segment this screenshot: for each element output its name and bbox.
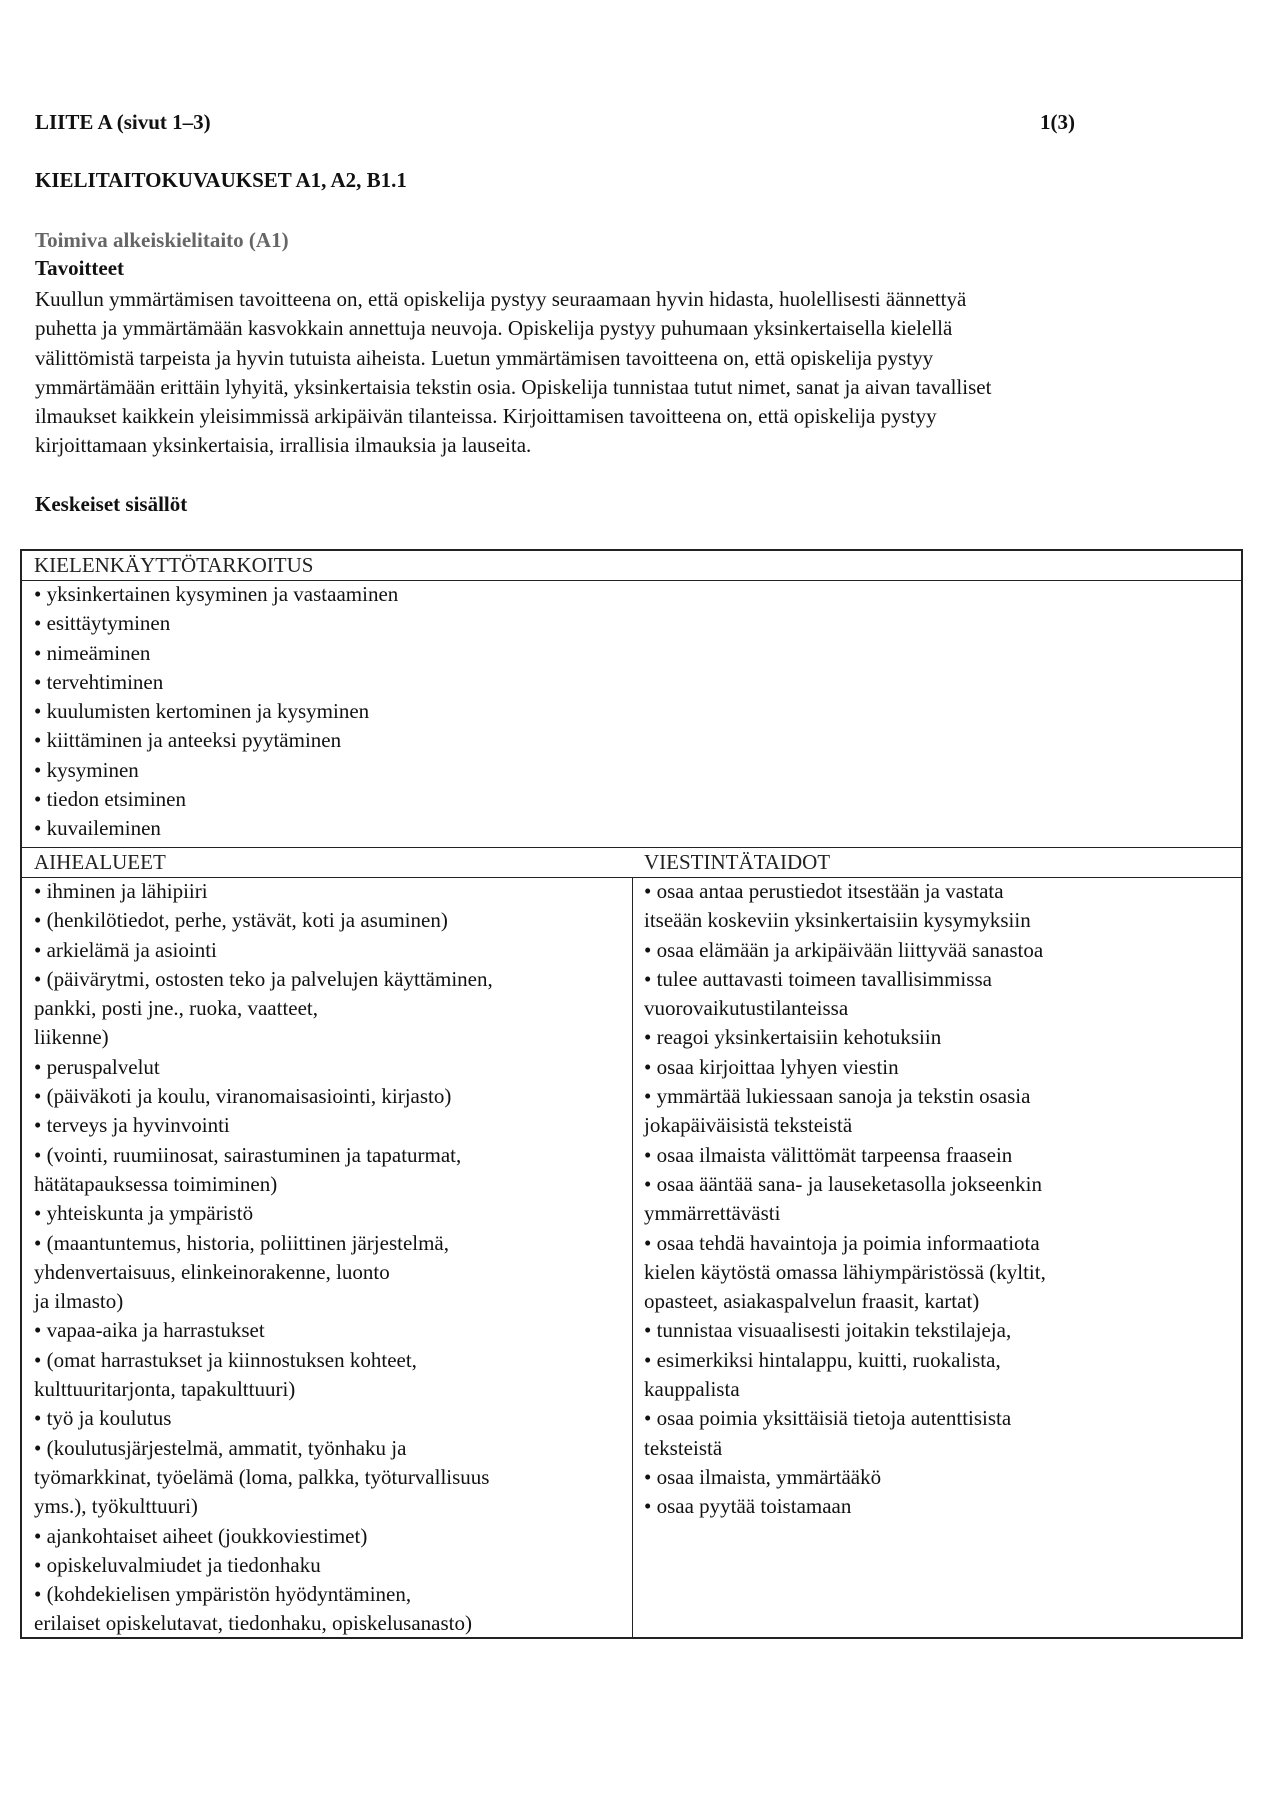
purpose-header: KIELENKÄYTTÖTARKOITUS	[34, 553, 314, 577]
list-item: • esimerkiksi hintalappu, kuitti, ruokalista,	[644, 1347, 1001, 1372]
list-item: • osaa pyytää toistamaan	[644, 1494, 852, 1519]
contents-heading: Keskeiset sisällöt	[35, 492, 188, 516]
list-item: • (päivärytmi, ostosten teko ja palvelujen käyttäminen,	[34, 966, 493, 991]
list-item: erilaiset opiskelutavat, tiedonhaku, opiskelusanasto)	[34, 1611, 472, 1636]
goals-line: ilmaukset kaikkein yleisimmissä arkipäivän tilanteissa. Kirjoittamisen tavoitteena on, että opiskelija pystyy	[35, 404, 937, 429]
goals-line: puhetta ja ymmärtämään kasvokkain annettuja neuvoja. Opiskelija pystyy puhumaan yksinkertaisella kielellä	[35, 316, 953, 341]
list-item: opasteet, asiakaspalvelun fraasit, kartat)	[644, 1289, 980, 1314]
list-item: • osaa ilmaista, ymmärtääkö	[644, 1464, 882, 1489]
list-item: • terveys ja hyvinvointi	[34, 1113, 230, 1138]
list-item: • työ ja koulutus	[34, 1406, 172, 1431]
list-item: • (kohdekielisen ympäristön hyödyntäminen,	[34, 1582, 412, 1607]
goals-line: kirjoittamaan yksinkertaisia, irrallisia ilmauksia ja lauseita.	[35, 433, 532, 458]
topics-header: AIHEALUEET	[34, 850, 166, 874]
purpose-list	[34, 580, 398, 844]
skills-header: VIESTINTÄTAIDOT	[644, 850, 831, 874]
list-item: • osaa elämään ja arkipäivään liittyvää sanastoa	[644, 937, 1044, 962]
list-item: • ymmärtää lukiessaan sanoja ja tekstin osasia	[644, 1084, 1031, 1109]
section-title: Toimiva alkeiskielitaito (A1)	[35, 228, 289, 252]
list-item: itseään koskeviin yksinkertaisiin kysymyksiin	[644, 908, 1031, 933]
list-item: kauppalista	[644, 1377, 740, 1402]
list-item: • esittäytyminen	[34, 611, 171, 636]
list-item: • ihminen ja lähipiiri	[34, 879, 208, 903]
list-item: • yksinkertainen kysyminen ja vastaaminen	[34, 582, 399, 606]
list-item: • osaa ilmaista välittömät tarpeensa fraasein	[644, 1142, 1013, 1167]
list-item: • tervehtiminen	[34, 669, 164, 694]
contents-table	[20, 549, 1243, 1639]
table-column-divider	[632, 878, 633, 1637]
goals-heading: Tavoitteet	[35, 256, 125, 280]
table-divider	[22, 847, 1241, 848]
list-item: • osaa tehdä havaintoja ja poimia informaatiota	[644, 1230, 1040, 1255]
list-item: jokapäiväisistä teksteistä	[644, 1113, 853, 1138]
list-item: • osaa antaa perustiedot itsestään ja vastata	[644, 879, 1004, 903]
page-number: 1(3)	[1040, 110, 1075, 134]
list-item: • kiittäminen ja anteeksi pyytäminen	[34, 728, 342, 753]
list-item: • kuvaileminen	[34, 816, 161, 841]
list-item: ja ilmasto)	[34, 1289, 124, 1314]
goals-line: ymmärtämään erittäin lyhyitä, yksinkertaisia tekstin osia. Opiskelija tunnistaa tutut nimet, sanat ja aivan tavalliset	[35, 374, 992, 399]
list-item: • (maantuntemus, historia, poliittinen järjestelmä,	[34, 1230, 450, 1255]
goals-paragraph	[35, 285, 1215, 461]
list-item: • reagoi yksinkertaisiin kehotuksiin	[644, 1025, 942, 1050]
list-item: • ajankohtaiset aiheet (joukkoviestimet)	[34, 1523, 368, 1548]
list-item: kulttuuritarjonta, tapakulttuuri)	[34, 1377, 296, 1402]
list-item: • osaa poimia yksittäisiä tietoja autenttisista	[644, 1406, 1012, 1431]
list-item: • osaa ääntää sana- ja lauseketasolla jokseenkin	[644, 1171, 1043, 1196]
list-item: yms.), työkulttuuri)	[34, 1494, 198, 1519]
list-item: • tiedon etsiminen	[34, 787, 186, 812]
page-header	[35, 110, 1075, 140]
list-item: ymmärrettävästi	[644, 1201, 781, 1226]
topics-list	[34, 877, 493, 1639]
list-item: • vapaa-aika ja harrastukset	[34, 1318, 265, 1343]
list-item: • osaa kirjoittaa lyhyen viestin	[644, 1054, 899, 1079]
list-item: kielen käytöstä omassa lähiympäristössä (kyltit,	[644, 1259, 1046, 1284]
appendix-label: LIITE A (sivut 1–3)	[35, 110, 211, 134]
list-item: • (päiväkoti ja koulu, viranomaisasiointi, kirjasto)	[34, 1084, 452, 1109]
list-item: teksteistä	[644, 1435, 723, 1460]
list-item: vuorovaikutustilanteissa	[644, 996, 849, 1021]
document-title: KIELITAITOKUVAUKSET A1, A2, B1.1	[35, 168, 407, 192]
list-item: • (koulutusjärjestelmä, ammatit, työnhaku ja	[34, 1435, 407, 1460]
list-item: • tunnistaa visuaalisesti joitakin tekstilajeja,	[644, 1318, 1012, 1343]
list-item: • (henkilötiedot, perhe, ystävät, koti ja asuminen)	[34, 908, 448, 933]
goals-line: välittömistä tarpeista ja hyvin tutuista aiheista. Luetun ymmärtämisen tavoitteena on, että opiskelija pystyy	[35, 345, 934, 370]
list-item: liikenne)	[34, 1025, 109, 1050]
list-item: • opiskeluvalmiudet ja tiedonhaku	[34, 1552, 321, 1577]
list-item: • (vointi, ruumiinosat, sairastuminen ja tapaturmat,	[34, 1142, 462, 1167]
list-item: • arkielämä ja asiointi	[34, 937, 217, 962]
list-item: • kuulumisten kertominen ja kysyminen	[34, 699, 370, 724]
list-item: • (omat harrastukset ja kiinnostuksen kohteet,	[34, 1347, 417, 1372]
list-item: • kysyminen	[34, 757, 139, 782]
list-item: yhdenvertaisuus, elinkeinorakenne, luonto	[34, 1259, 390, 1284]
list-item: • peruspalvelut	[34, 1054, 160, 1079]
list-item: pankki, posti jne., ruoka, vaatteet,	[34, 996, 319, 1021]
goals-line: Kuullun ymmärtämisen tavoitteena on, että opiskelija pystyy seuraamaan hyvin hidasta, huolellisesti äännettyä	[35, 287, 967, 311]
list-item: hätätapauksessa toimiminen)	[34, 1171, 278, 1196]
list-item: • tulee auttavasti toimeen tavallisimmissa	[644, 966, 992, 991]
list-item: • nimeäminen	[34, 640, 151, 665]
list-item: • yhteiskunta ja ympäristö	[34, 1201, 254, 1226]
skills-list	[644, 877, 1046, 1522]
list-item: työmarkkinat, työelämä (loma, palkka, työturvallisuus	[34, 1464, 490, 1489]
